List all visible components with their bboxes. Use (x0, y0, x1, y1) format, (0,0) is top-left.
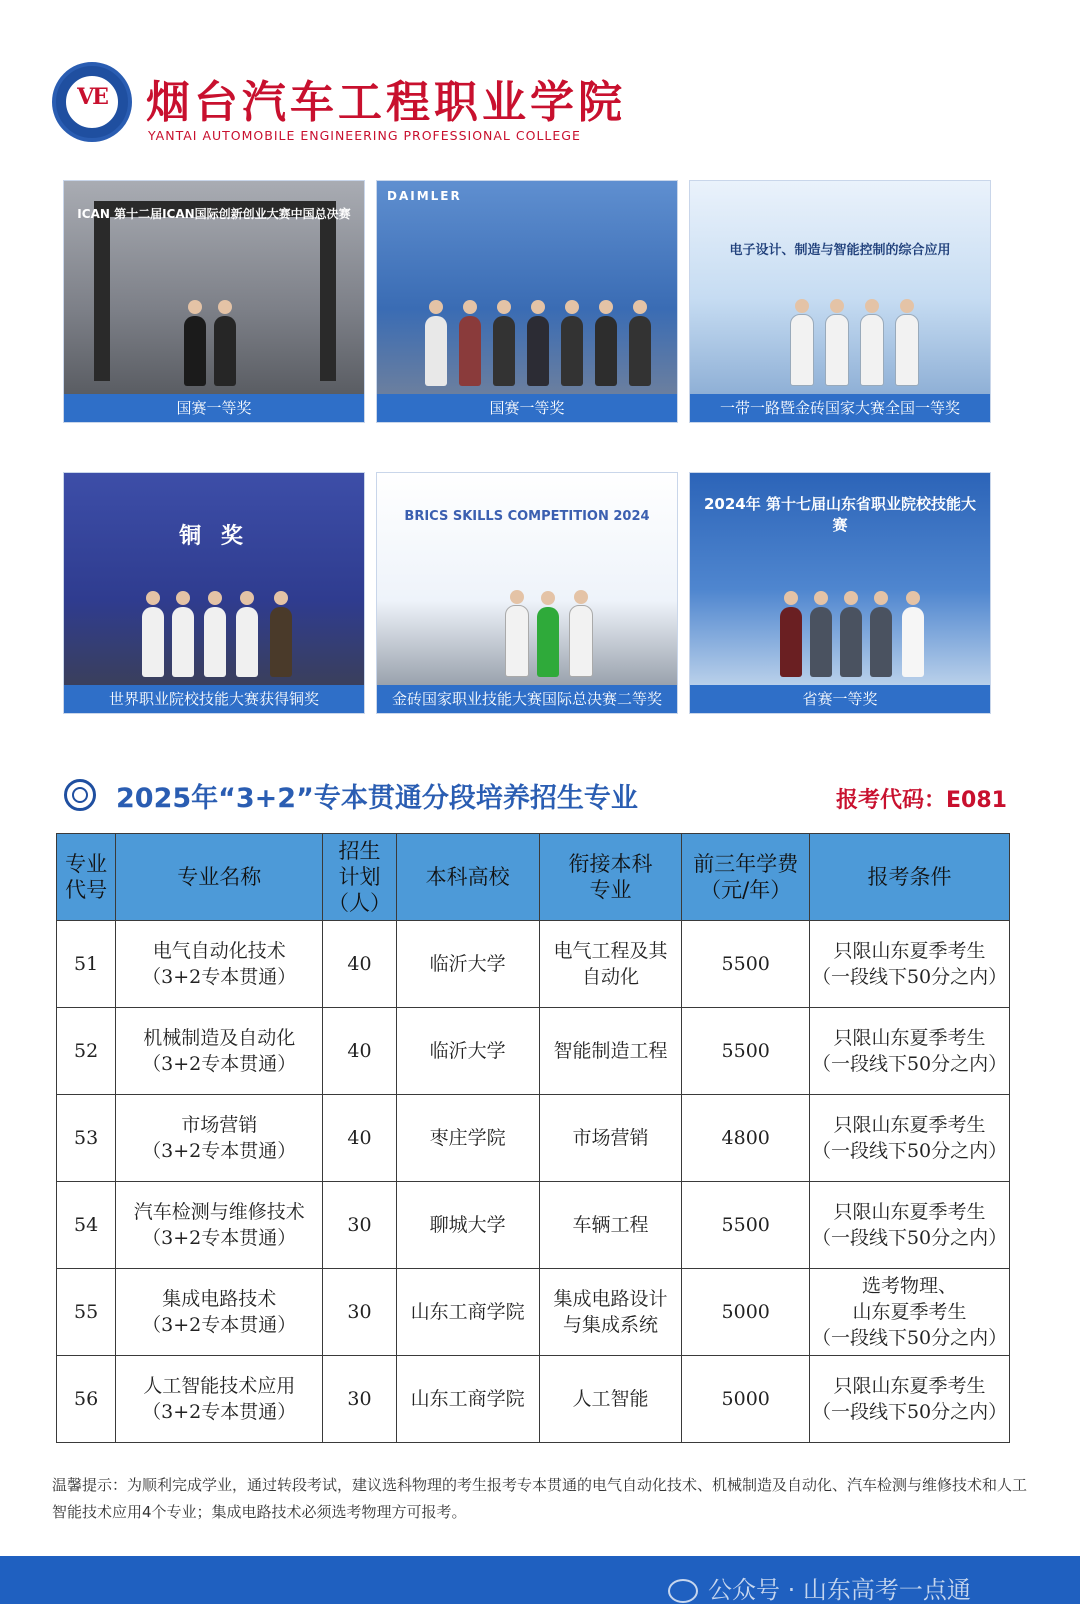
header-code: 专业 代号 (57, 834, 116, 921)
cell-name: 电气自动化技术 （3+2专本贯通） (116, 921, 323, 1008)
award-photo-4 (63, 472, 365, 714)
college-name-cn: 烟台汽车工程职业学院 (146, 77, 626, 128)
target-circle-icon (64, 779, 96, 811)
header-bachelor: 衔接本科 专业 (539, 834, 682, 921)
cell-bachelor: 集成电路设计 与集成系统 (539, 1269, 682, 1356)
header-name: 专业名称 (116, 834, 323, 921)
cell-name: 机械制造及自动化 （3+2专本贯通） (116, 1008, 323, 1095)
award-photo-5 (376, 472, 678, 714)
cell-university: 临沂大学 (396, 921, 539, 1008)
cell-fee: 5500 (682, 1008, 810, 1095)
table-row (57, 1269, 1010, 1356)
cell-code: 51 (57, 921, 116, 1008)
cell-bachelor: 智能制造工程 (539, 1008, 682, 1095)
cell-university: 枣庄学院 (396, 1095, 539, 1182)
award-photo-6 (689, 472, 991, 714)
cell-name: 人工智能技术应用 （3+2专本贯通） (116, 1356, 323, 1443)
college-name-en: YANTAI AUTOMOBILE ENGINEERING PROFESSIONAL COLLEGE (148, 128, 581, 143)
college-logo-icon (52, 62, 132, 142)
table-row (57, 1182, 1010, 1269)
cell-university: 山东工商学院 (396, 1356, 539, 1443)
cell-fee: 5000 (682, 1269, 810, 1356)
cell-university: 山东工商学院 (396, 1269, 539, 1356)
majors-table (56, 833, 1010, 1443)
cell-university: 聊城大学 (396, 1182, 539, 1269)
photo-banner-text: ICAN 第十二届ICAN国际创新创业大赛中国总决赛 (77, 207, 351, 221)
photo-caption: 世界职业院校技能大赛获得铜奖 (64, 685, 364, 713)
cell-fee: 5500 (682, 1182, 810, 1269)
cell-plan: 30 (323, 1269, 396, 1356)
cell-plan: 40 (323, 921, 396, 1008)
cell-plan: 30 (323, 1182, 396, 1269)
photo-caption: 国赛一等奖 (64, 394, 364, 422)
header-fee: 前三年学费 （元/年） (682, 834, 810, 921)
cell-code: 55 (57, 1269, 116, 1356)
photo-caption: 省赛一等奖 (690, 685, 990, 713)
cell-code: 53 (57, 1095, 116, 1182)
photo-banner-text: 铜 奖 (179, 524, 249, 549)
table-row (57, 1356, 1010, 1443)
cell-condition: 只限山东夏季考生 （一段线下50分之内） (809, 1095, 1009, 1182)
header-plan: 招生 计划 （人） (323, 834, 396, 921)
cell-bachelor: 市场营销 (539, 1095, 682, 1182)
cell-plan: 30 (323, 1356, 396, 1443)
header-condition: 报考条件 (809, 834, 1009, 921)
photo-caption: 一带一路暨金砖国家大赛全国一等奖 (690, 394, 990, 422)
logo-mark: VE (77, 84, 107, 110)
cell-fee: 5000 (682, 1356, 810, 1443)
cell-code: 54 (57, 1182, 116, 1269)
table-row (57, 921, 1010, 1008)
table-header-row (57, 834, 1010, 921)
cell-university: 临沂大学 (396, 1008, 539, 1095)
cell-bachelor: 人工智能 (539, 1356, 682, 1443)
cell-code: 56 (57, 1356, 116, 1443)
apply-code: 报考代码：E081 (836, 788, 1007, 813)
photo-caption: 国赛一等奖 (377, 394, 677, 422)
cell-name: 市场营销 （3+2专本贯通） (116, 1095, 323, 1182)
table-row (57, 1008, 1010, 1095)
cell-plan: 40 (323, 1008, 396, 1095)
tips-note: 温馨提示：为顺利完成学业，通过转段考试，建议选科物理的考生报考专本贯通的电气自动化技术、机械制造及自动化、汽车检测与维修技术和人工智能技术应用4个专业；集成电路技术必须选考物理方可报考。 (52, 1476, 1028, 1521)
cell-bachelor: 电气工程及其 自动化 (539, 921, 682, 1008)
cell-condition: 只限山东夏季考生 （一段线下50分之内） (809, 1182, 1009, 1269)
cell-condition: 只限山东夏季考生 （一段线下50分之内） (809, 1008, 1009, 1095)
cell-name: 汽车检测与维修技术 （3+2专本贯通） (116, 1182, 323, 1269)
award-photo-2 (376, 180, 678, 423)
college-header (52, 62, 626, 152)
header-university: 本科高校 (396, 834, 539, 921)
section-title: 2025年“3+2”专本贯通分段培养招生专业 (116, 783, 638, 814)
photo-banner-text: 电子设计、制造与智能控制的综合应用 (729, 243, 951, 258)
photo-banner-text: BRICS SKILLS COMPETITION 2024 (404, 509, 650, 524)
award-photo-1 (63, 180, 365, 423)
cell-condition: 只限山东夏季考生 （一段线下50分之内） (809, 1356, 1009, 1443)
cell-condition: 只限山东夏季考生 （一段线下50分之内） (809, 921, 1009, 1008)
photo-banner-text: DAIMLER (387, 189, 462, 203)
wechat-watermark: 公众号 · 山东高考一点通 (668, 1570, 971, 1605)
cell-fee: 4800 (682, 1095, 810, 1182)
cell-name: 集成电路技术 （3+2专本贯通） (116, 1269, 323, 1356)
award-photo-3 (689, 180, 991, 423)
cell-condition: 选考物理、 山东夏季考生 （一段线下50分之内） (809, 1269, 1009, 1356)
cell-bachelor: 车辆工程 (539, 1182, 682, 1269)
cell-fee: 5500 (682, 921, 810, 1008)
cell-code: 52 (57, 1008, 116, 1095)
photo-caption: 金砖国家职业技能大赛国际总决赛二等奖 (377, 685, 677, 713)
cell-plan: 40 (323, 1095, 396, 1182)
wechat-icon (668, 1579, 698, 1603)
table-row (57, 1095, 1010, 1182)
photo-banner-text: 2024年 第十七届山东省职业院校技能大赛 (704, 495, 976, 534)
